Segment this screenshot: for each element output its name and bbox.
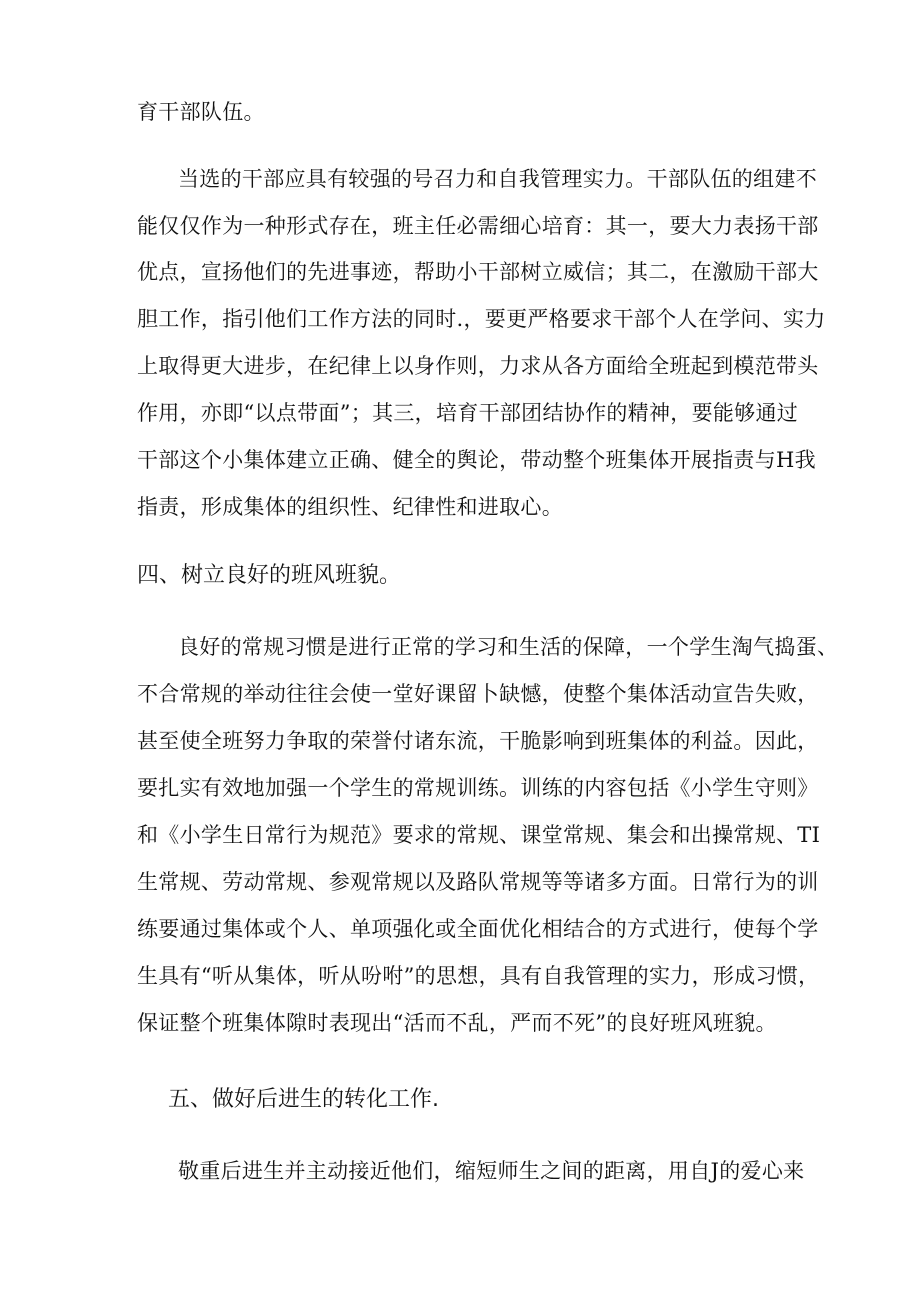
text-line: 生具有“听从集体，听从吩咐”的思想，具有自我管理的实力，形成习惯，	[137, 964, 820, 988]
text-line: 胆工作，指引他们工作方法的同时.，要更严格要求干部个人在学问、实力	[137, 307, 826, 331]
text-line: 育干部队伍。	[137, 100, 265, 124]
text-line: 要扎实有效地加强一个学生的常规训练。训练的内容包括《小学生守则》	[137, 776, 819, 800]
text-line: 不合常规的举动往往会使一堂好课留卜缺憾，使整个集体活动宣告失败，	[137, 682, 819, 706]
text-line: 练要通过集体或个人、单项强化或全面优化相结合的方式进行，使每个学	[137, 917, 819, 941]
text-line: 指责，形成集体的组织性、纪律性和进取心。	[137, 495, 563, 519]
text-line: 干部这个小集体建立正确、健全的舆论，带动整个班集体开展指责与H我	[137, 448, 816, 472]
section-heading-5: 五、做好后进生的转化工作.	[168, 1087, 439, 1112]
text-line: 优点，宣扬他们的先进事迹，帮助小干部树立威信；其二，在激励干部大	[137, 260, 819, 284]
text-line: 和《小学生日常行为规范》要求的常规、课堂常规、集会和出操常规、TI	[137, 823, 821, 847]
text-line: 能仅仅作为一种形式存在，班主任必需细心培育：其一，要大力表扬干部	[137, 214, 819, 238]
section-heading-4: 四、树立良好的班风班貌。	[137, 563, 402, 588]
text-line: 敬重后进生并主动接近他们，缩短师生之间的距离，用自J的爱心来	[178, 1159, 805, 1183]
text-line: 当选的干部应具有较强的号召力和自我管理实力。干部队伍的组建不	[178, 167, 817, 191]
text-line: 作用，亦即“以点带面”；其三，培育干部团结协作的精神，要能够通过	[137, 401, 799, 425]
text-line: 生常规、劳动常规、参观常规以及路队常规等等诸多方面。日常行为的训	[137, 870, 819, 894]
text-line: 良好的常规习惯是进行正常的学习和生活的保障，一个学生淘气捣蛋、	[178, 635, 839, 659]
text-line: 上取得更大进步，在纪律上以身作则，力求从各方面给全班起到模范带头	[137, 354, 819, 378]
text-line: 保证整个班集体隙时表现出“活而不乱，严而不死”的良好班风班貌。	[137, 1011, 777, 1035]
text-line: 甚至使全班努力争取的荣誉付诸东流，干脆影响到班集体的利益。因此，	[137, 729, 819, 753]
